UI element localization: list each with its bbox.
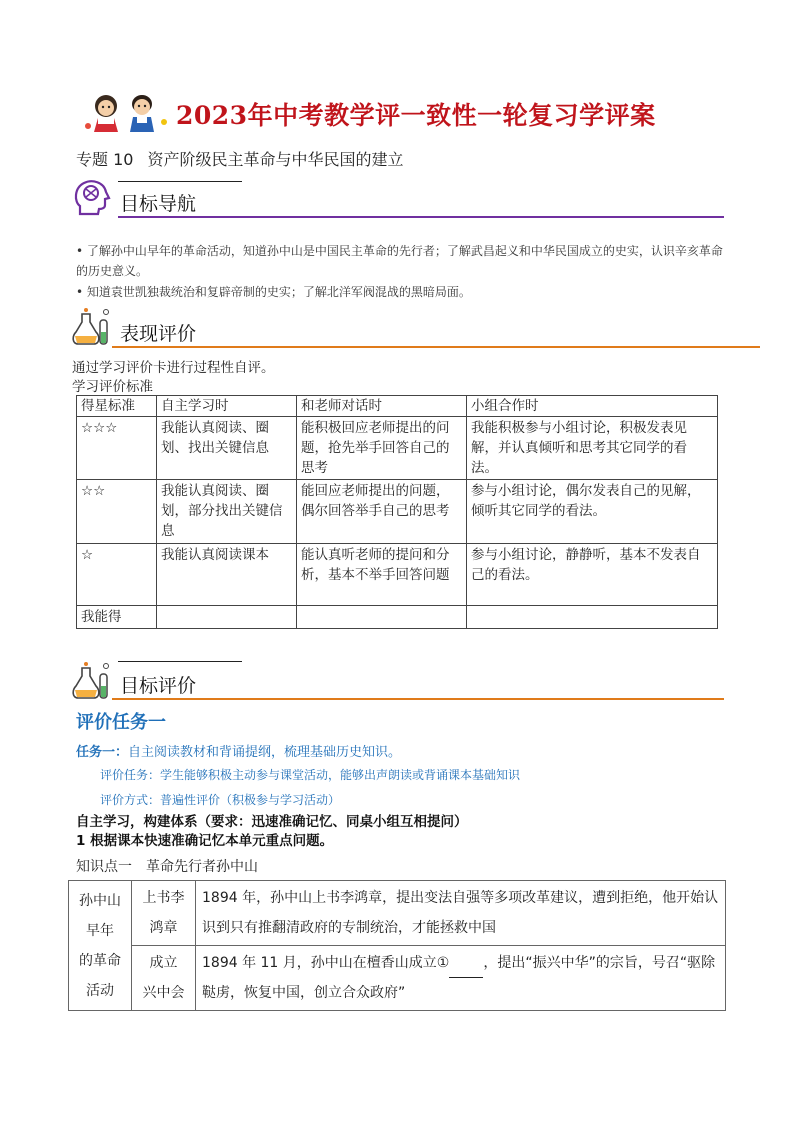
evaluation-task: 评价任务：学生能够积极主动参与课堂活动，能够出声朗读或背诵课本基础知识 (100, 768, 521, 782)
section-goal-evaluation (72, 660, 724, 702)
knowledge-point-heading: 知识点一 革命先行者孙中山 (76, 859, 258, 875)
table-cell: 我能积极参与小组讨论，积极发表见解，并认真倾听和思考其它同学的看法。 (467, 417, 718, 480)
task-text: 自主阅读教材和背诵提纲，梳理基础历史知识。 (128, 745, 402, 760)
section-underline (118, 216, 724, 218)
brain-head-icon (72, 178, 112, 216)
fill-in-blank[interactable] (449, 960, 483, 978)
performance-intro: 通过学习评价卡进行过程性自评。 (72, 360, 275, 376)
table-header-cell: 小组合作时 (467, 396, 718, 417)
topic-name: 资产阶级民主革命与中华民国的建立 (147, 150, 404, 169)
table-cell: 能认真听老师的提问和分析，基本不举手回答问题 (297, 544, 467, 606)
group-label-cell: 孙中山 早年 的革命 活动 (69, 881, 132, 1011)
event-content-cell: 1894 年 11 月，孙中山在檀香山成立① ，提出“振兴中华”的宗旨，号召“驱除鞑虏，恢复中国，创立合众政府” (196, 946, 726, 1011)
evaluation-method: 评价方式：普遍性评价（积极参与学习活动） (100, 793, 341, 807)
score-input-cell[interactable] (157, 606, 297, 629)
lab-flask-icon (72, 306, 114, 346)
task-label: 任务一： (76, 745, 129, 760)
lab-flask-icon (72, 660, 114, 700)
page-header (84, 92, 724, 132)
table-caption: 学习评价标准 (72, 379, 153, 395)
table-header-cell: 得星标准 (77, 396, 157, 417)
table-header-cell: 和老师对话时 (297, 396, 467, 417)
star-level-cell: ☆☆ (77, 480, 157, 544)
star-level-cell: ☆☆☆ (77, 417, 157, 480)
table-cell: 能回应老师提出的问题，偶尔回答举手自己的思考 (297, 480, 467, 544)
table-header-cell: 自主学习时 (157, 396, 297, 417)
section-label: 表现评价 (120, 323, 197, 345)
table-row (69, 946, 726, 1011)
table-cell: 我能认真阅读、圈划，部分找出关键信息 (157, 480, 297, 544)
table-row (77, 480, 718, 544)
table-footer-row (77, 606, 718, 629)
self-study-heading: 自主学习，构建体系（要求：迅速准确记忆、同桌小组互相提问） (76, 814, 468, 830)
self-study-instruction: 1 根据课本快速准确记忆本单元重点问题。 (76, 833, 334, 849)
section-performance-evaluation (72, 306, 760, 350)
event-content-cell: 1894 年，孙中山上书李鸿章，提出变法自强等多项改革建议，遭到拒绝，他开始认识到只有推翻清政府的专制统治，才能拯救中国 (196, 881, 726, 946)
section-label: 目标导航 (120, 193, 197, 215)
score-input-cell[interactable] (467, 606, 718, 629)
table-cell: 我能认真阅读、圈划、找出关键信息 (157, 417, 297, 480)
table-cell: 参与小组讨论，静静听，基本不发表自己的看法。 (467, 544, 718, 606)
table-row (77, 544, 718, 606)
section-label: 目标评价 (120, 675, 197, 697)
section-goal-navigation (72, 178, 724, 220)
topic-number: 专题 10 (76, 150, 134, 169)
section-top-rule (118, 661, 242, 662)
score-label-cell: 我能得 (77, 606, 157, 629)
cartoon-kids-icon (84, 92, 170, 132)
goal-bullet-2: • 知道袁世凯独裁统治和复辟帝制的史实；了解北洋军阀混战的黑暗局面。 (76, 285, 471, 299)
table-row (77, 417, 718, 480)
table-header-row (77, 396, 718, 417)
evaluation-standard-table (76, 395, 718, 629)
page-title: 2023年中考教学评一致性一轮复习学评案 (176, 101, 656, 130)
section-underline (112, 698, 724, 700)
knowledge-table (68, 880, 726, 1011)
table-cell: 参与小组讨论，偶尔发表自己的见解，倾听其它同学的看法。 (467, 480, 718, 544)
table-cell: 我能认真阅读课本 (157, 544, 297, 606)
task-description (76, 741, 401, 760)
score-input-cell[interactable] (297, 606, 467, 629)
topic-subtitle (76, 147, 403, 170)
section-top-rule (118, 181, 242, 182)
goal-bullet-1: • 了解孙中山早年的革命活动，知道孙中山是中国民主革命的先行者；了解武昌起义和中华民国成立的史实，认识辛亥革命的历史意义。 (76, 244, 723, 278)
table-cell: 能积极回应老师提出的问题，抢先举手回答自己的思考 (297, 417, 467, 480)
event-cell: 成立 兴中会 (132, 946, 196, 1011)
event-cell: 上书李 鸿章 (132, 881, 196, 946)
task-title: 评价任务一 (76, 712, 166, 733)
star-level-cell: ☆ (77, 544, 157, 606)
section-underline (112, 346, 760, 348)
table-row (69, 881, 726, 946)
